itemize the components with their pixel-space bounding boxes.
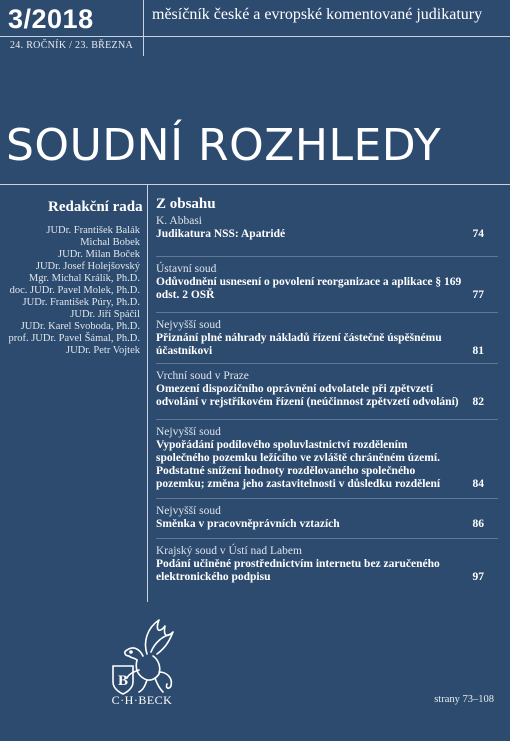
toc-divider: [156, 363, 498, 364]
editorial-board-list: [8, 225, 140, 357]
toc-article-title: Omezení dispozičního oprávnění odvolatele při zpětvzetí odvolání v rejstříkovém řízení (neúčinnost zpětvzetí odvolání): [156, 383, 459, 408]
toc-page-number: 81: [472, 345, 484, 357]
toc-article-title: Vypořádání podílového spoluvlastnictví rozdělením společného pozemku ležícího ve zvláště chráněném území. Podstatné snížení hodnoty rozdělovaného společného pozemku; změna jeho zastavitelnosti v důsledku rozdělení: [156, 439, 441, 490]
journal-subtitle: měsíčník české a evropské komentované judikatury: [152, 6, 483, 23]
toc-court: Vrchní soud v Praze: [156, 370, 249, 382]
toc-article-title: Odůvodnění usnesení o povolení reorganizace a aplikace § 169 odst. 2 OSŘ: [156, 276, 462, 301]
board-member: JUDr. Josef Holejšovský: [35, 261, 140, 272]
toc-page-number: 86: [472, 518, 484, 530]
board-member: Mgr. Michal Králík, Ph.D.: [28, 273, 140, 284]
board-member: JUDr. Karel Svoboda, Ph.D.: [20, 321, 140, 332]
volume-date: 24. ROČNÍK / 23. BŘEZNA: [10, 40, 134, 51]
toc-entry: [156, 425, 496, 491]
toc-divider: [156, 312, 498, 313]
toc-court: Nejvyšší soud: [156, 319, 221, 331]
toc-page-number: 84: [472, 478, 484, 490]
section-divider: [0, 184, 510, 185]
toc-court: Nejvyšší soud: [156, 426, 221, 438]
toc-divider: [156, 419, 498, 420]
board-member: Michal Bobek: [80, 237, 140, 248]
logo-letter: B: [117, 673, 129, 689]
header-divider: [0, 36, 510, 37]
board-member: doc. JUDr. Pavel Molek, Ph.D.: [9, 285, 140, 296]
page-range: strany 73–108: [434, 694, 494, 705]
toc-entry: [156, 262, 496, 302]
toc-court: Nejvyšší soud: [156, 505, 221, 517]
header-vertical-divider: [143, 0, 144, 56]
contents-title: Z obsahu: [156, 196, 216, 212]
toc-page-number: 97: [472, 571, 484, 583]
toc-divider: [156, 498, 498, 499]
editorial-board-title: Redakční rada: [48, 199, 143, 215]
toc-article-title: Přiznání plné náhrady nákladů řízení částečně úspěšnému účastníkovi: [156, 332, 442, 357]
toc-entry: [156, 214, 496, 241]
journal-title: SOUDNÍ ROZHLEDY: [6, 120, 442, 171]
column-divider: [147, 184, 148, 602]
toc-article-title: Judikatura NSS: Apatridé: [156, 228, 286, 240]
board-member: JUDr. Jiří Spáčil: [70, 309, 140, 320]
board-member: JUDr. Milan Boček: [58, 249, 140, 260]
publisher-name: C·H·BECK: [111, 693, 173, 707]
toc-page-number: 82: [472, 396, 484, 408]
toc-court: Krajský soud v Ústí nad Labem: [156, 545, 302, 557]
toc-entry: [156, 544, 496, 584]
toc-author: K. Abbasi: [156, 215, 202, 227]
toc-entry: [156, 504, 496, 531]
toc-article-title: Podání učiněné prostřednictvím internetu bez zaručeného elektronického podpisu: [156, 558, 440, 583]
board-member: prof. JUDr. Pavel Šámal, Ph.D.: [8, 333, 140, 344]
toc-article-title: Směnka v pracovněprávních vztazích: [156, 518, 340, 530]
board-member: JUDr. František Púry, Ph.D.: [22, 297, 140, 308]
toc-divider: [156, 256, 498, 257]
toc-divider: [156, 538, 498, 539]
toc-page-number: 77: [472, 289, 484, 301]
toc-court: Ústavní soud: [156, 263, 217, 275]
issue-number: 3/2018: [8, 4, 94, 34]
toc-entry: [156, 369, 496, 409]
board-member: JUDr. František Balák: [46, 225, 140, 236]
toc-entry: [156, 318, 496, 358]
toc-page-number: 74: [472, 228, 484, 240]
board-member: JUDr. Petr Vojtek: [66, 345, 140, 356]
